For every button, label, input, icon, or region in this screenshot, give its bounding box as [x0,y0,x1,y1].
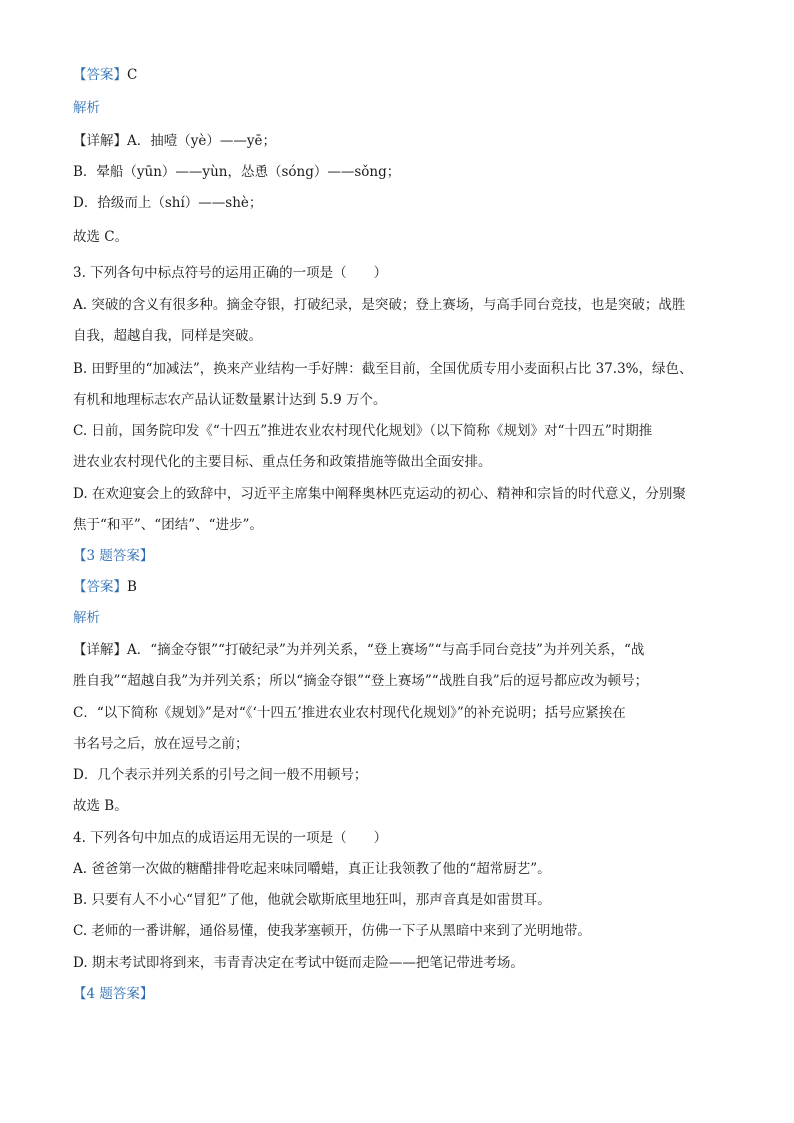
answer-section-heading [73,984,734,1004]
detail-line: C．“以下简称《规划》”是对“《‘十四五’推进农业农村现代化规划》”的补充说明；括号应紧挨在 [73,705,626,721]
detail-line: 【详解】A．“摘金夺银”“打破纪录”为并列关系，“登上赛场”“与高手同台竞技”为并列关系，“战 [73,642,645,658]
option-c: C. 老师的一番讲解，通俗易懂，使我茅塞顿开，仿佛一下子从黑暗中来到了光明地带。 [73,923,591,939]
detail-line: D．拾级而上（shí）——shè； [73,195,263,211]
answer-section-label: 【3 题答案】 [73,548,154,564]
detail-line: 胜自我”“超越自我”为并列关系；所以“摘金夺银”“登上赛场”“战胜自我”后的逗号都应改为顿号； [73,673,649,689]
conclusion-line: 故选 B。 [73,798,128,814]
answer-line [73,65,734,85]
answer-label: 【答案】 [73,67,127,83]
question-stem: 4. 下列各句中加点的成语运用无误的一项是（ ） [73,830,388,846]
option-c: C. 日前，国务院印发《“十四五”推进农业农村现代化规划》（以下简称《规划》对“十四五”时期推 [73,423,653,439]
answer-line [73,577,734,597]
option-c-cont: 进农业农村现代化的主要目标、重点任务和政策措施等做出全面安排。 [73,454,492,470]
answer-section-heading [73,546,734,566]
answer-label: 【答案】 [73,579,127,595]
detail-line: 【详解】A．抽噎（yè）——yē； [73,133,276,149]
option-a: A. 爸爸第一次做的糖醋排骨吃起来味同嚼蜡，真正让我领教了他的“超常厨艺”。 [73,861,551,877]
option-b: B. 田野里的“加减法”，换来产业结构一手好牌：截至目前，全国优质专用小麦面积占比 37.3%，绿色、 [73,361,693,377]
answer-section-label: 【4 题答案】 [73,986,154,1002]
option-d: D. 在欢迎宴会上的致辞中，习近平主席集中阐释奥林匹克运动的初心、精神和宗旨的时代意义，分别聚 [73,486,686,502]
question-stem: 3. 下列各句中标点符号的运用正确的一项是（ ） [73,265,388,281]
option-a: A. 突破的含义有很多种。摘金夺银，打破纪录，是突破；登上赛场，与高手同台竞技，也是突破；战胜 [73,297,686,313]
analysis-label: 解析 [73,100,100,116]
option-a-cont: 自我，超越自我，同样是突破。 [73,328,262,344]
option-d: D. 期末考试即将到来，韦青青决定在考试中铤而走险——把笔记带进考场。 [73,955,524,971]
analysis-heading [73,608,734,628]
option-d-cont: 焦于“和平”、“团结”、“进步”。 [73,517,263,533]
analysis-heading [73,98,734,118]
conclusion-line: 故选 C。 [73,229,129,245]
analysis-label: 解析 [73,610,100,626]
option-b-cont: 有机和地理标志农产品认证数量累计达到 5.9 万个。 [73,392,387,408]
detail-line: B．晕船（yūn）——yùn，怂恿（sóng）——sǒng； [73,164,401,180]
detail-line: 书名号之后，放在逗号之前； [73,736,249,752]
option-b: B. 只要有人不小心“冒犯”了他，他就会歇斯底里地狂叫，那声音真是如雷贯耳。 [73,892,551,908]
answer-value: B [127,579,137,595]
answer-value: C [127,67,138,83]
detail-line: D．几个表示并列关系的引号之间一般不用顿号； [73,767,368,783]
